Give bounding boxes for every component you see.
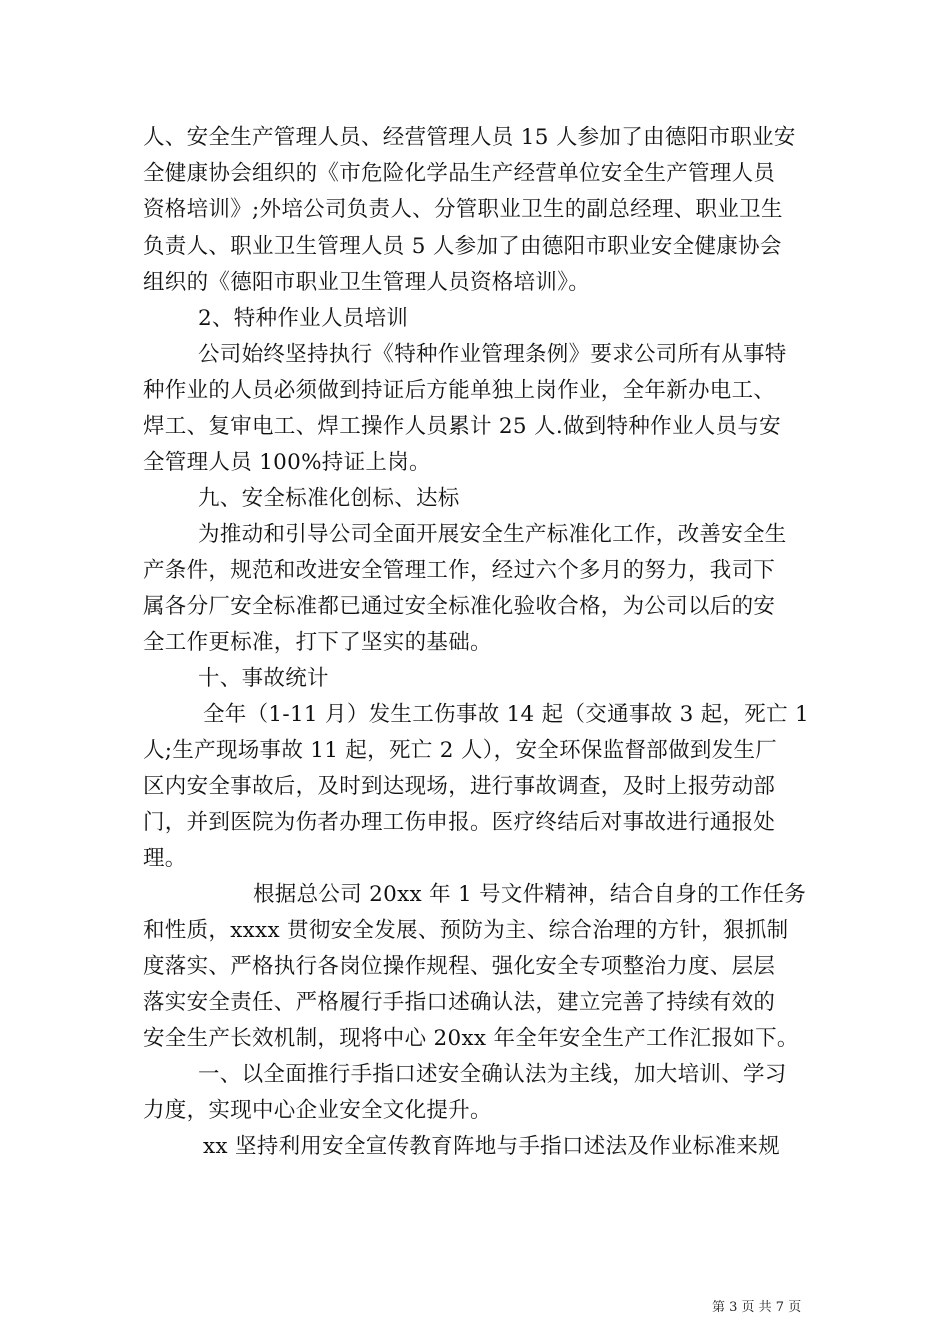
text-line: 全年（1-11 月）发生工伤事故 14 起（交通事故 3 起，死亡 1 xyxy=(203,702,810,727)
text-line: 落实安全责任、严格履行手指口述确认法，建立完善了持续有效的 xyxy=(143,990,776,1015)
text-line: 资格培训》;外培公司负责人、分管职业卫生的副总经理、职业卫生 xyxy=(143,197,783,222)
section-heading: 2、特种作业人员培训 xyxy=(198,306,409,331)
text-line: 负责人、职业卫生管理人员 5 人参加了由德阳市职业安全健康协会 xyxy=(143,234,782,259)
text-line: 人、安全生产管理人员、经营管理人员 15 人参加了由德阳市职业安 xyxy=(143,125,796,150)
text-line: 全健康协会组织的《市危险化学品生产经营单位安全生产管理人员 xyxy=(143,161,776,186)
text-line: 度落实、严格执行各岗位操作规程、强化安全专项整治力度、层层 xyxy=(143,954,776,979)
text-line: 公司始终坚持执行《特种作业管理条例》要求公司所有从事特 xyxy=(198,342,787,367)
text-line: 门，并到医院为伤者办理工伤申报。医疗终结后对事故进行通报处 xyxy=(143,810,776,835)
text-line: 全工作更标准，打下了坚实的基础。 xyxy=(143,630,492,655)
text-line: 和性质，xxxx 贯彻安全发展、预防为主、综合治理的方针，狠抓制 xyxy=(143,918,789,943)
text-line: 根据总公司 20xx 年 1 号文件精神，结合自身的工作任务 xyxy=(253,882,807,907)
section-heading: 十、事故统计 xyxy=(198,666,329,691)
text-line: 人;生产现场事故 11 起，死亡 2 人），安全环保监督部做到发生厂 xyxy=(143,738,778,763)
page-number: 第 3 页 共 7 页 xyxy=(712,1300,802,1315)
section-heading: 九、安全标准化创标、达标 xyxy=(198,486,460,511)
text-line: 为推动和引导公司全面开展安全生产标准化工作，改善安全生 xyxy=(198,522,787,547)
text-line: 力度，实现中心企业安全文化提升。 xyxy=(143,1098,492,1123)
text-line: 组织的《德阳市职业卫生管理人员资格培训》。 xyxy=(143,270,591,295)
text-line: 属各分厂安全标准都已通过安全标准化验收合格，为公司以后的安 xyxy=(143,594,776,619)
text-line: 产条件，规范和改进安全管理工作，经过六个多月的努力，我司下 xyxy=(143,558,776,583)
text-line: xx 坚持利用安全宣传教育阵地与手指口述法及作业标准来规 xyxy=(203,1134,780,1159)
text-line: 全管理人员 100%持证上岗。 xyxy=(143,450,431,475)
text-line: 焊工、复审电工、焊工操作人员累计 25 人.做到特种作业人员与安 xyxy=(143,414,781,439)
section-heading: 一、以全面推行手指口述安全确认法为主线，加大培训、学习 xyxy=(198,1062,787,1087)
text-line: 区内安全事故后，及时到达现场，进行事故调查，及时上报劳动部 xyxy=(143,774,776,799)
text-line: 理。 xyxy=(143,846,187,871)
text-line: 安全生产长效机制，现将中心 20xx 年全年安全生产工作汇报如下。 xyxy=(143,1026,799,1051)
text-line: 种作业的人员必须做到持证后方能单独上岗作业，全年新办电工、 xyxy=(143,378,776,403)
